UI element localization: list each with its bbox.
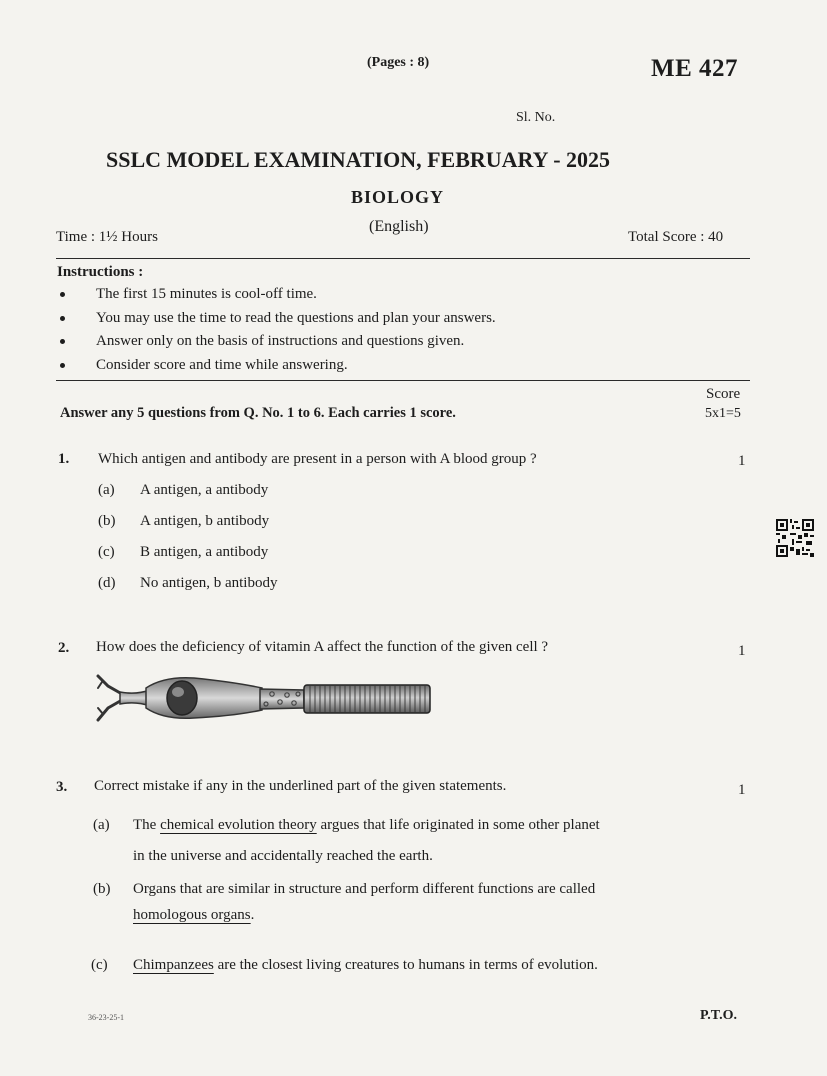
header-divider <box>56 258 750 259</box>
instruction-item: The first 15 minutes is cool-off time. <box>60 286 496 310</box>
question-2-score: 1 <box>738 643 746 659</box>
question-3-part-c: (c) Chimpanzees are the closest living creatures to humans in terms of evolution. <box>91 957 598 973</box>
question-1-score: 1 <box>738 453 746 469</box>
underlined-term: Chimpanzees <box>133 957 214 973</box>
section-score: 5x1=5 <box>705 406 741 421</box>
question-3-text: Correct mistake if any in the underlined part of the given statements. <box>94 778 507 794</box>
footer-code: 36-23-25-1 <box>88 1013 124 1022</box>
question-3-part-a: (a) The chemical evolution theory argues that life originated in some other planet <box>93 817 600 833</box>
time-label: Time : 1½ Hours <box>56 229 158 245</box>
underlined-term: homologous organs <box>133 907 251 923</box>
underlined-term: chemical evolution theory <box>160 817 317 833</box>
instructions-list <box>60 286 496 380</box>
question-3-score: 1 <box>738 782 746 798</box>
question-3-part-b: (b) Organs that are similar in structure and perform different functions are called <box>93 881 596 897</box>
instruction-item: You may use the time to read the questions and plan your answers. <box>60 310 496 334</box>
paper-code: ME 427 <box>651 55 739 82</box>
instructions-divider <box>56 380 750 381</box>
exam-title: SSLC MODEL EXAMINATION, FEBRUARY - 2025 <box>106 147 611 172</box>
please-turn-over: P.T.O. <box>700 1008 737 1023</box>
instruction-item: Answer only on the basis of instructions and questions given. <box>60 333 496 357</box>
question-3-part-b-continued: homologous organs. <box>133 907 255 923</box>
question-3-part-a-continued: in the universe and accidentally reached the earth. <box>133 848 433 864</box>
bullet-icon <box>60 363 65 368</box>
total-score-label: Total Score : 40 <box>628 229 724 245</box>
question-1-option-b: (b) A antigen, b antibody <box>98 513 270 529</box>
bullet-icon <box>60 316 65 321</box>
question-2-number: 2. <box>58 640 70 656</box>
question-3-number: 3. <box>56 779 68 795</box>
question-1-option-a: (a) A antigen, a antibody <box>98 482 269 498</box>
rod-cell-diagram <box>94 668 434 728</box>
bullet-icon <box>60 292 65 297</box>
serial-number-label: Sl. No. <box>516 110 556 125</box>
instructions-title: Instructions : <box>57 264 144 280</box>
qr-code-icon <box>776 519 814 557</box>
medium-label: (English) <box>369 218 429 235</box>
subject-title: BIOLOGY <box>351 187 445 207</box>
section-instruction: Answer any 5 questions from Q. No. 1 to 6. Each carries 1 score. <box>60 405 456 421</box>
question-1-option-c: (c) B antigen, a antibody <box>98 544 269 560</box>
question-1-text: Which antigen and antibody are present in a person with A blood group ? <box>98 451 537 467</box>
question-1-option-d: (d) No antigen, b antibody <box>98 575 278 591</box>
bullet-icon <box>60 339 65 344</box>
page-count: (Pages : 8) <box>367 55 430 70</box>
question-1-number: 1. <box>58 451 70 467</box>
score-column-label: Score <box>706 386 741 402</box>
instruction-item: Consider score and time while answering. <box>60 357 496 381</box>
question-2-text: How does the deficiency of vitamin A affect the function of the given cell ? <box>96 639 549 655</box>
